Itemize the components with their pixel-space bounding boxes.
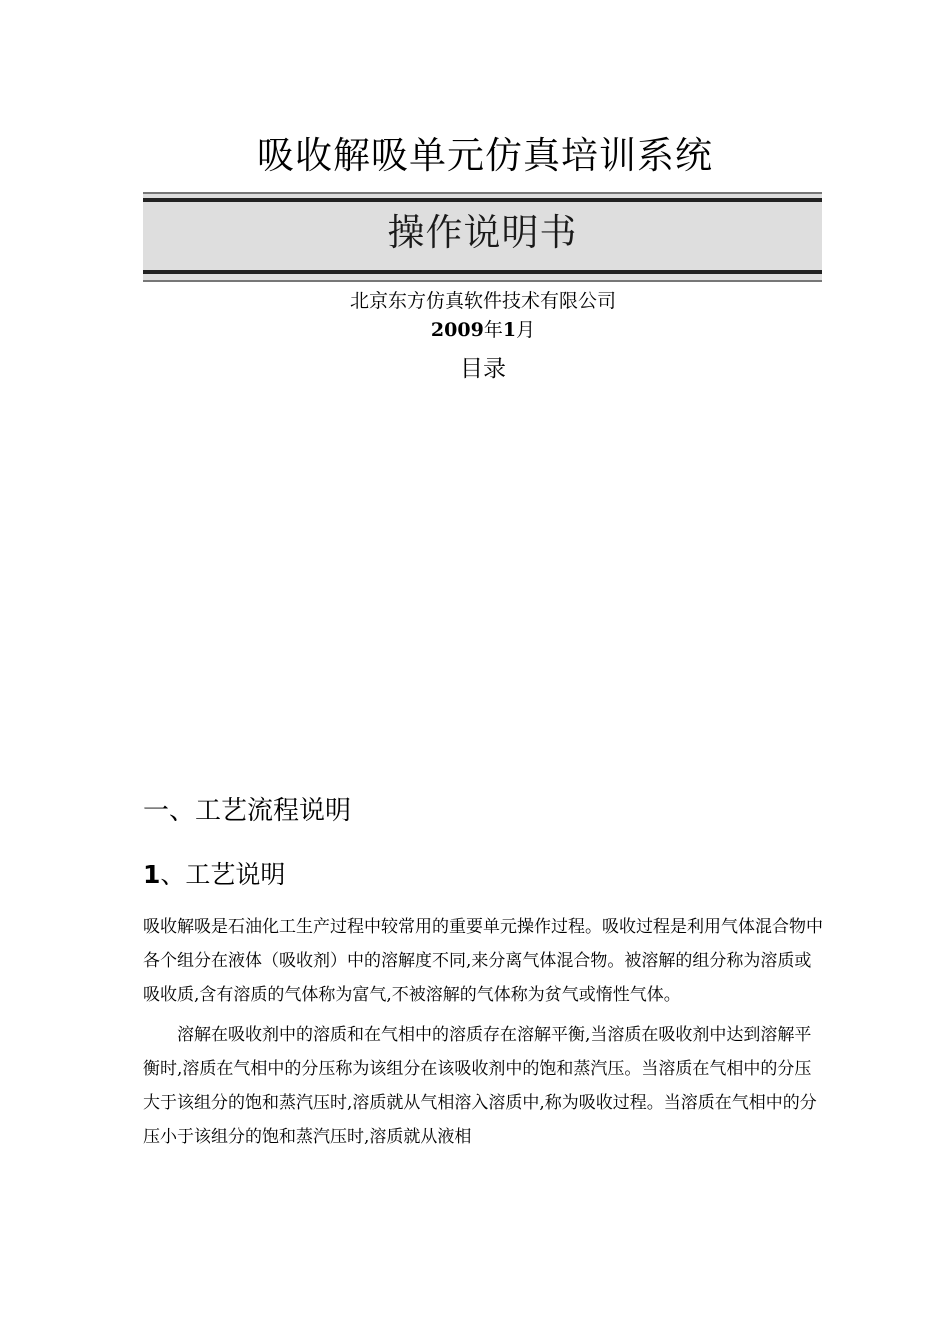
subtitle-banner <box>143 192 822 282</box>
subsection-heading <box>143 855 285 891</box>
date-year-suffix: 年 <box>483 319 503 341</box>
paragraph: 溶解在吸收剂中的溶质和在气相中的溶质存在溶解平衡,当溶质在吸收剂中达到溶解平衡时,溶质在气相中的分压称为该组分在该吸收剂中的饱和蒸汽压。当溶质在气相中的分压大于该组分的饱和蒸汽压时,溶质就从气相溶入溶质中,称为吸收过程。当溶质在气相中的分压小于该组分的饱和蒸汽压时,溶质就从液相 <box>143 1025 817 1147</box>
subsection-number: 1 <box>143 860 161 889</box>
section-heading: 一、工艺流程说明 <box>143 796 352 826</box>
date-year: 2009 <box>430 319 484 341</box>
toc-heading: 目录 <box>460 356 506 382</box>
document-title: 吸收解吸单元仿真培训系统 <box>257 134 713 177</box>
banner-rule <box>143 192 822 194</box>
banner-rule <box>143 280 822 282</box>
document-subtitle: 操作说明书 <box>387 211 578 254</box>
banner-rule <box>143 270 822 274</box>
publish-date <box>0 315 950 342</box>
date-month: 1 <box>502 319 517 341</box>
company-name: 北京东方仿真软件技术有限公司 <box>349 290 616 312</box>
body-text <box>143 910 825 1154</box>
paragraph: 吸收解吸是石油化工生产过程中较常用的重要单元操作过程。吸收过程是利用气体混合物中各个组分在液体（吸收剂）中的溶解度不同,来分离气体混合物。被溶解的组分称为溶质或吸收质,含有溶质的气体称为富气,不被溶解的气体称为贫气或惰性气体。 <box>143 917 823 1005</box>
date-month-suffix: 月 <box>516 319 536 341</box>
subsection-title: 、工艺说明 <box>160 860 286 889</box>
